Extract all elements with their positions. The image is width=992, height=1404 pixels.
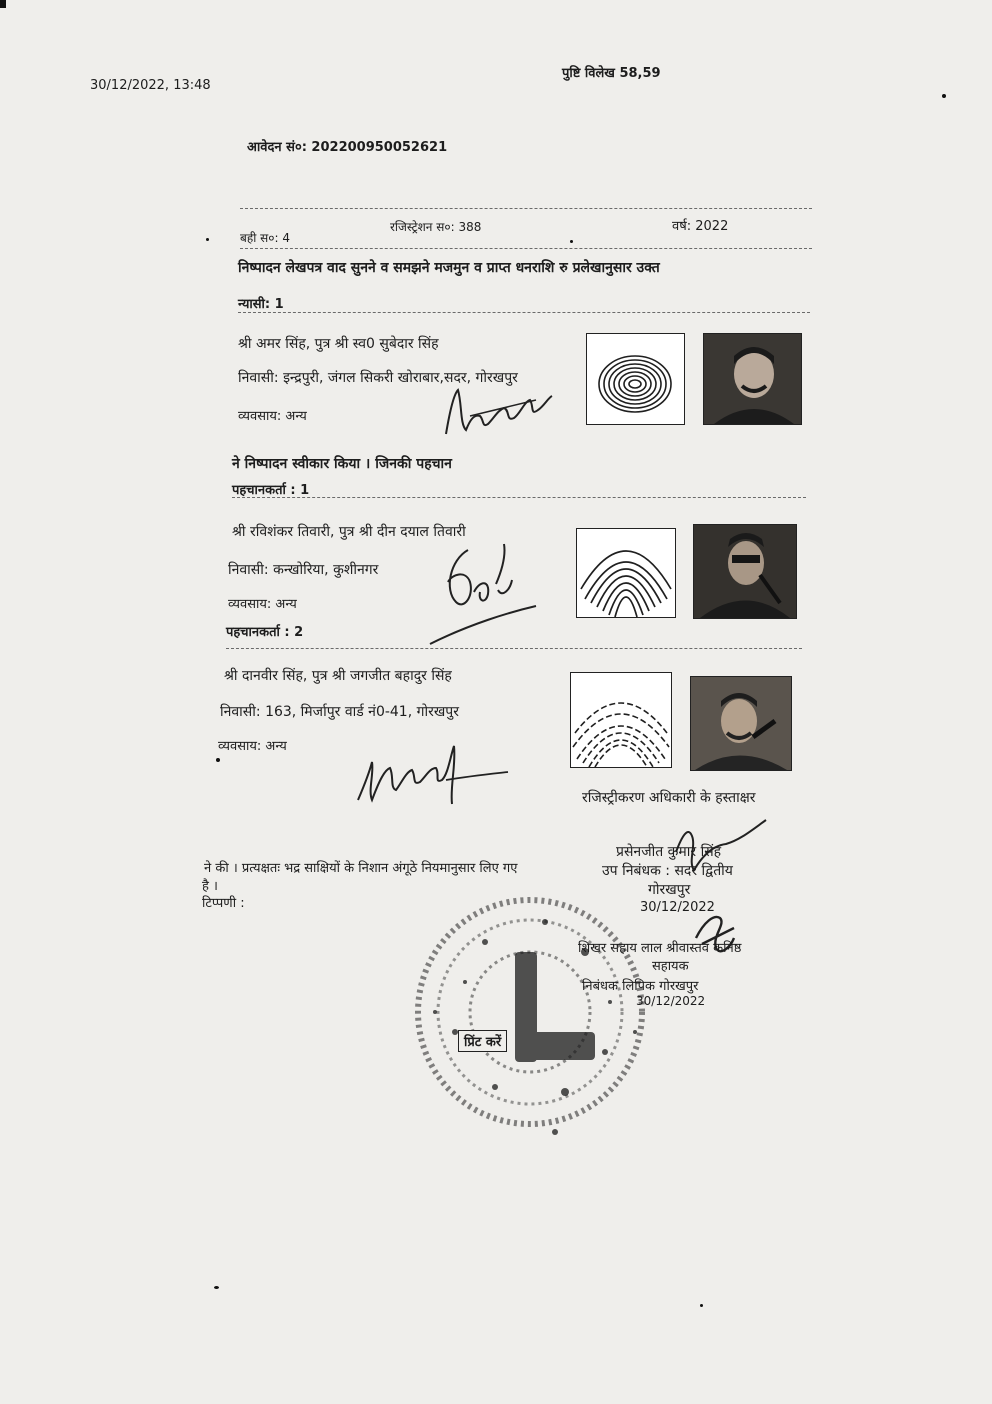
divider — [232, 497, 806, 498]
officer-date: 30/12/2022 — [640, 900, 715, 915]
print-timestamp: 30/12/2022, 13:48 — [90, 78, 211, 93]
thumbprint-image — [576, 528, 676, 618]
identifier-2-label: पहचानकर्ता : 2 — [226, 625, 304, 640]
assistant-designation: सहायक — [652, 959, 689, 974]
person-name: श्री दानवीर सिंह, पुत्र श्री जगजीत बहादुर सिंह — [224, 668, 452, 684]
person-photo — [690, 676, 792, 771]
person-photo — [703, 333, 802, 425]
divider — [240, 208, 812, 209]
assistant-name: शिखर सहाय लाल श्रीवास्तव कनिष्ठ — [578, 941, 742, 956]
signature-ravishankar-tiwari — [420, 520, 540, 650]
assistant-date: 30/12/2022 — [636, 994, 706, 1008]
scan-speck — [942, 94, 946, 98]
closing-line-2: है । — [202, 879, 218, 894]
registration-year: वर्ष: 2022 — [672, 219, 729, 234]
officer-name: प्रसेनजीत कुमार सिंह — [616, 844, 722, 860]
scan-speck — [700, 1304, 703, 1307]
remark-label: टिप्पणी : — [202, 896, 245, 911]
divider — [226, 648, 802, 649]
scan-speck — [570, 240, 573, 243]
signature-amar-singh — [440, 380, 560, 440]
signature-danveer-singh — [350, 740, 510, 810]
trustee-count: न्यासी: 1 — [238, 297, 284, 312]
thumbprint-image — [570, 672, 672, 768]
scan-speck — [0, 0, 6, 8]
divider — [238, 312, 810, 313]
person-occupation: व्यवसाय: अन्य — [218, 739, 287, 754]
officer-post: उप निबंधक : सदर द्वितीय — [602, 863, 733, 879]
closing-line: ने की । प्रत्यक्षतः भद्र साक्षियों के निशान अंगूठे नियमानुसार लिए गए — [204, 861, 518, 876]
acceptance-line: ने निष्पादन स्वीकार किया । जिनकी पहचान — [232, 456, 452, 472]
application-number: आवेदन सं०: 202200950052621 — [247, 140, 448, 155]
ink-dot — [216, 758, 220, 762]
official-seal — [395, 882, 675, 1152]
person-address: निवासी: इन्द्रपुरी, जंगल सिकरी खोराबार,सदर, गोरखपुर — [238, 370, 518, 386]
scan-speck — [214, 1286, 219, 1289]
print-button[interactable]: प्रिंट करें — [458, 1030, 507, 1052]
officer-signature-label: रजिस्ट्रीकरण अधिकारी के हस्ताक्षर — [582, 790, 756, 806]
person-name: श्री रविशंकर तिवारी, पुत्र श्री दीन दयाल तिवारी — [232, 524, 466, 540]
person-occupation: व्यवसाय: अन्य — [228, 597, 297, 612]
registration-number: रजिस्ट्रेशन स०: 388 — [390, 220, 482, 234]
person-photo — [693, 524, 797, 619]
intro-line: निष्पादन लेखपत्र वाद सुनने व समझने मजमुन व प्राप्त धनराशि रु प्रलेखानुसार उक्त — [238, 260, 660, 276]
book-number: बही स०: 4 — [240, 231, 290, 245]
person-address: निवासी: कन्खोरिया, कुशीनगर — [228, 562, 379, 578]
divider — [240, 248, 812, 249]
person-name: श्री अमर सिंह, पुत्र श्री स्व0 सुबेदार सिंह — [238, 336, 439, 352]
endorsement-label: पुष्टि विलेख 58,59 — [562, 66, 661, 81]
person-address: निवासी: 163, मिर्जापुर वार्ड नं0-41, गोरखपुर — [220, 704, 459, 720]
scan-speck — [206, 238, 209, 241]
assistant-office: निबंधक लिपिक गोरखपुर — [582, 979, 699, 994]
thumbprint-image — [586, 333, 685, 425]
officer-city: गोरखपुर — [648, 882, 691, 898]
identifier-1-label: पहचानकर्ता : 1 — [232, 483, 310, 498]
person-occupation: व्यवसाय: अन्य — [238, 409, 307, 424]
